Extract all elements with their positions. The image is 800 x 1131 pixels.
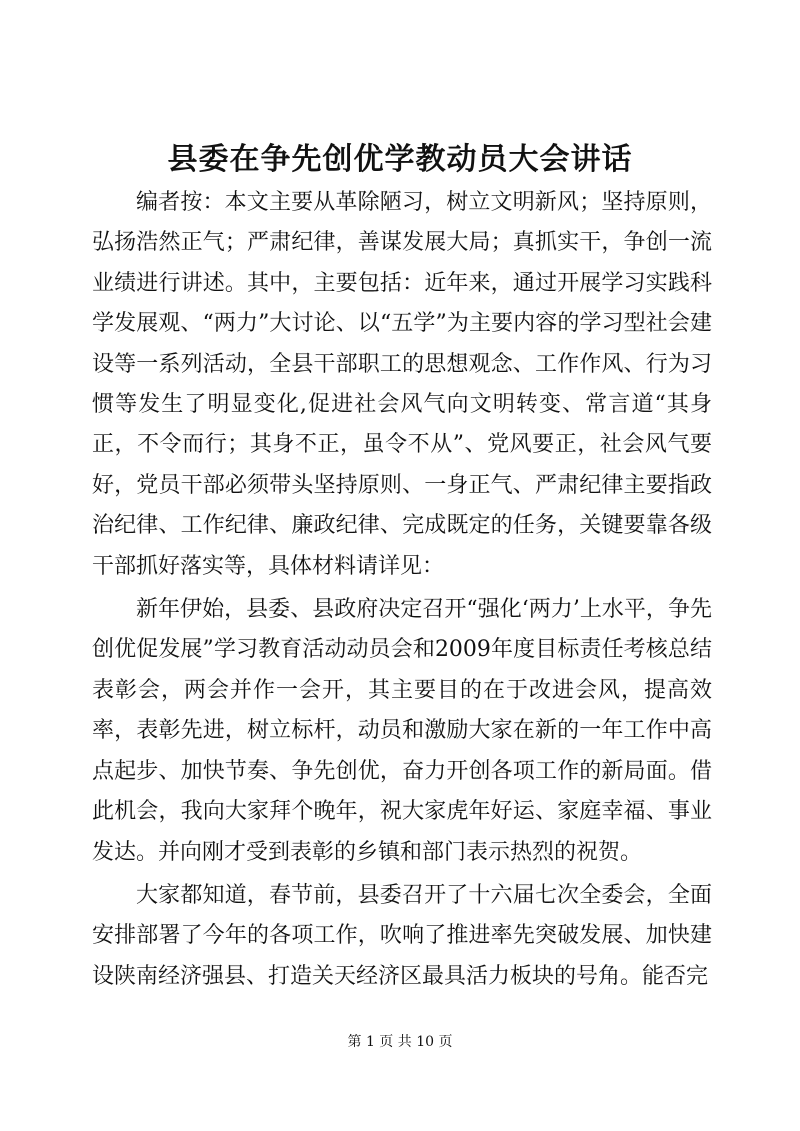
paragraph-editor-note: 编者按：本文主要从革除陋习，树立文明新风；坚持原则，弘扬浩然正气；严肃纪律，善谋发展大局；真抓实干，争创一流业绩进行讲述。其中，主要包括：近年来，通过开展学习实践科学发展观、“两力”大讨论、以“五学”为主要内容的学习型社会建设等一系列活动，全县干部职工的思想观念、工作作风、行为习惯等发生了明显变化,促进社会风气向文明转变、常言道“其身正，不令而行；其身不正，虽令不从”、党风要正，社会风气要好，党员干部必须带头坚持原则、一身正气、严肃纪律主要指政治纪律、工作纪律、廉政纪律、完成既定的任务，关键要靠各级干部抓好落实等，具体材料请详见： [92,190,712,579]
document-title: 县委在争先创优学教动员大会讲话 [167,142,633,177]
page-number-footer: 第 1 页 共 10 页 [347,1034,453,1050]
document-body [92,183,712,1000]
paragraph-new-year: 新年伊始，县委、县政府决定召开“强化‘两力’上水平，争先创优促发展”学习教育活动动员会和2009年度目标责任考核总结表彰会，两会并作一会开，其主要目的在于改进会风，提高效率，表彰先进，树立标杆，动员和激励大家在新的一年工作中高点起步、加快节奏、争先创优，奋力开创各项工作的新局面。借此机会，我向大家拜个晚年，祝大家虎年好运、家庭幸福、事业发达。并向刚才受到表彰的乡镇和部门表示热烈的祝贺。 [92,597,712,865]
paragraph-spring-festival: 大家都知道，春节前，县委召开了十六届七次全委会，全面安排部署了今年的各项工作，吹响了推进率先突破发展、加快建设陕南经济强县、打造关天经济区最具活力板块的号角。能否完 [92,882,712,989]
